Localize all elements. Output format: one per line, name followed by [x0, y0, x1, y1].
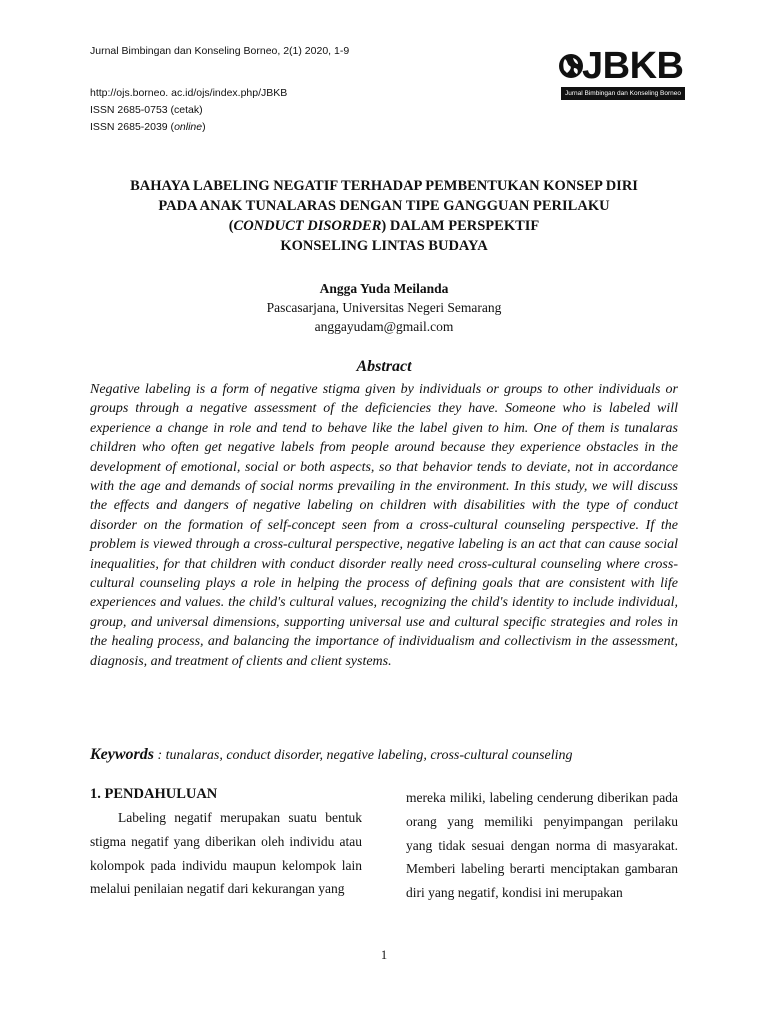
issn-print: ISSN 2685-0753 (cetak) — [90, 104, 203, 116]
title-line-4: KONSELING LINTAS BUDAYA — [280, 238, 488, 254]
logo-subtitle: Jurnal Bimbingan dan Konseling Borneo — [561, 87, 685, 100]
issn-online: ISSN 2685-2039 (online) — [90, 121, 206, 133]
body-column-right — [406, 786, 678, 905]
author-name: Angga Yuda Meilanda — [319, 281, 449, 296]
globe-logo-icon — [558, 53, 584, 79]
journal-citation: Jurnal Bimbingan dan Konseling Borneo, 2(1) 2020, 1-9 — [90, 45, 350, 57]
intro-paragraph-right: mereka miliki, labeling cenderung diberikan pada orang yang memiliki penyimpangan perilaku yang tidak sesuai dengan norma di masyarakat. Memberi labeling berarti menciptakan gambaran diri yang negatif, kondisi ini merupakan — [406, 790, 678, 901]
author-affiliation: Pascasarjana, Universitas Negeri Semarang — [266, 300, 502, 315]
abstract-body: Negative labeling is a form of negative stigma given by individuals or groups to other individuals or groups through a negative assessment of the deficiencies they have. Someone who is labeled will experience a change in role and tend to behave like the label given to him. One of them is tunalaras children who often get negative labels from people around because they experience obstacles in the development of emotional, social or both aspects, so that behavior tends to deviate, not in accordance with the age and demands of social norms prevailing in the environment. In this study, we will discuss the effects and dangers of negative labeling on children with disabilities with the type of conduct disorder on the formation of self-concept seen from a cross-cultural counseling perspective. If the problem is viewed through a cross-cultural perspective, negative labeling is an act that can cause social inequalities, for that children with conduct disorder really need cross-cultural counseling where cross-cultural counseling plays a role in helping the process of defining goals that are consistent with life experiences and values. the child's cultural values, recognizing the child's identity to include individual, group, and universal dimensions, supporting universal use and cultural specific strategies and roles in the healing process, and balancing the importance of individualism and collectivism in the assessment, diagnosis, and treatment of clients and client systems. — [90, 382, 678, 669]
keywords-label: Keywords — [90, 746, 154, 763]
intro-paragraph-left: Labeling negatif merupakan suatu bentuk stigma negatif yang diberikan oleh individu atau kolompok pada individu maupun kelompok lain melalui penilaian negatif dari kekurangan yang — [90, 810, 362, 897]
keywords — [90, 746, 690, 764]
paper-title — [80, 176, 688, 256]
journal-logo — [558, 45, 686, 104]
title-line-2: PADA ANAK TUNALARAS DENGAN TIPE GANGGUAN PERILAKU — [158, 198, 610, 214]
title-line-3: (CONDUCT DISORDER) DALAM PERSPEKTIF — [228, 218, 540, 234]
page-number: 1 — [380, 948, 388, 962]
section-heading: 1. PENDAHULUAN — [90, 786, 218, 802]
journal-url[interactable]: http://ojs.borneo. ac.id/ojs/index.php/JBKB — [90, 87, 288, 99]
logo-wordmark: JBKB — [582, 45, 684, 87]
abstract-heading: Abstract — [356, 358, 412, 375]
author-email[interactable]: anggayudam@gmail.com — [314, 319, 454, 334]
body-column-left — [90, 786, 362, 901]
keywords-list: : tunalaras, conduct disorder, negative labeling, cross-cultural counseling — [157, 748, 573, 763]
journal-meta — [90, 85, 287, 136]
title-line-1: BAHAYA LABELING NEGATIF TERHADAP PEMBENTUKAN KONSEP DIRI — [130, 178, 638, 194]
